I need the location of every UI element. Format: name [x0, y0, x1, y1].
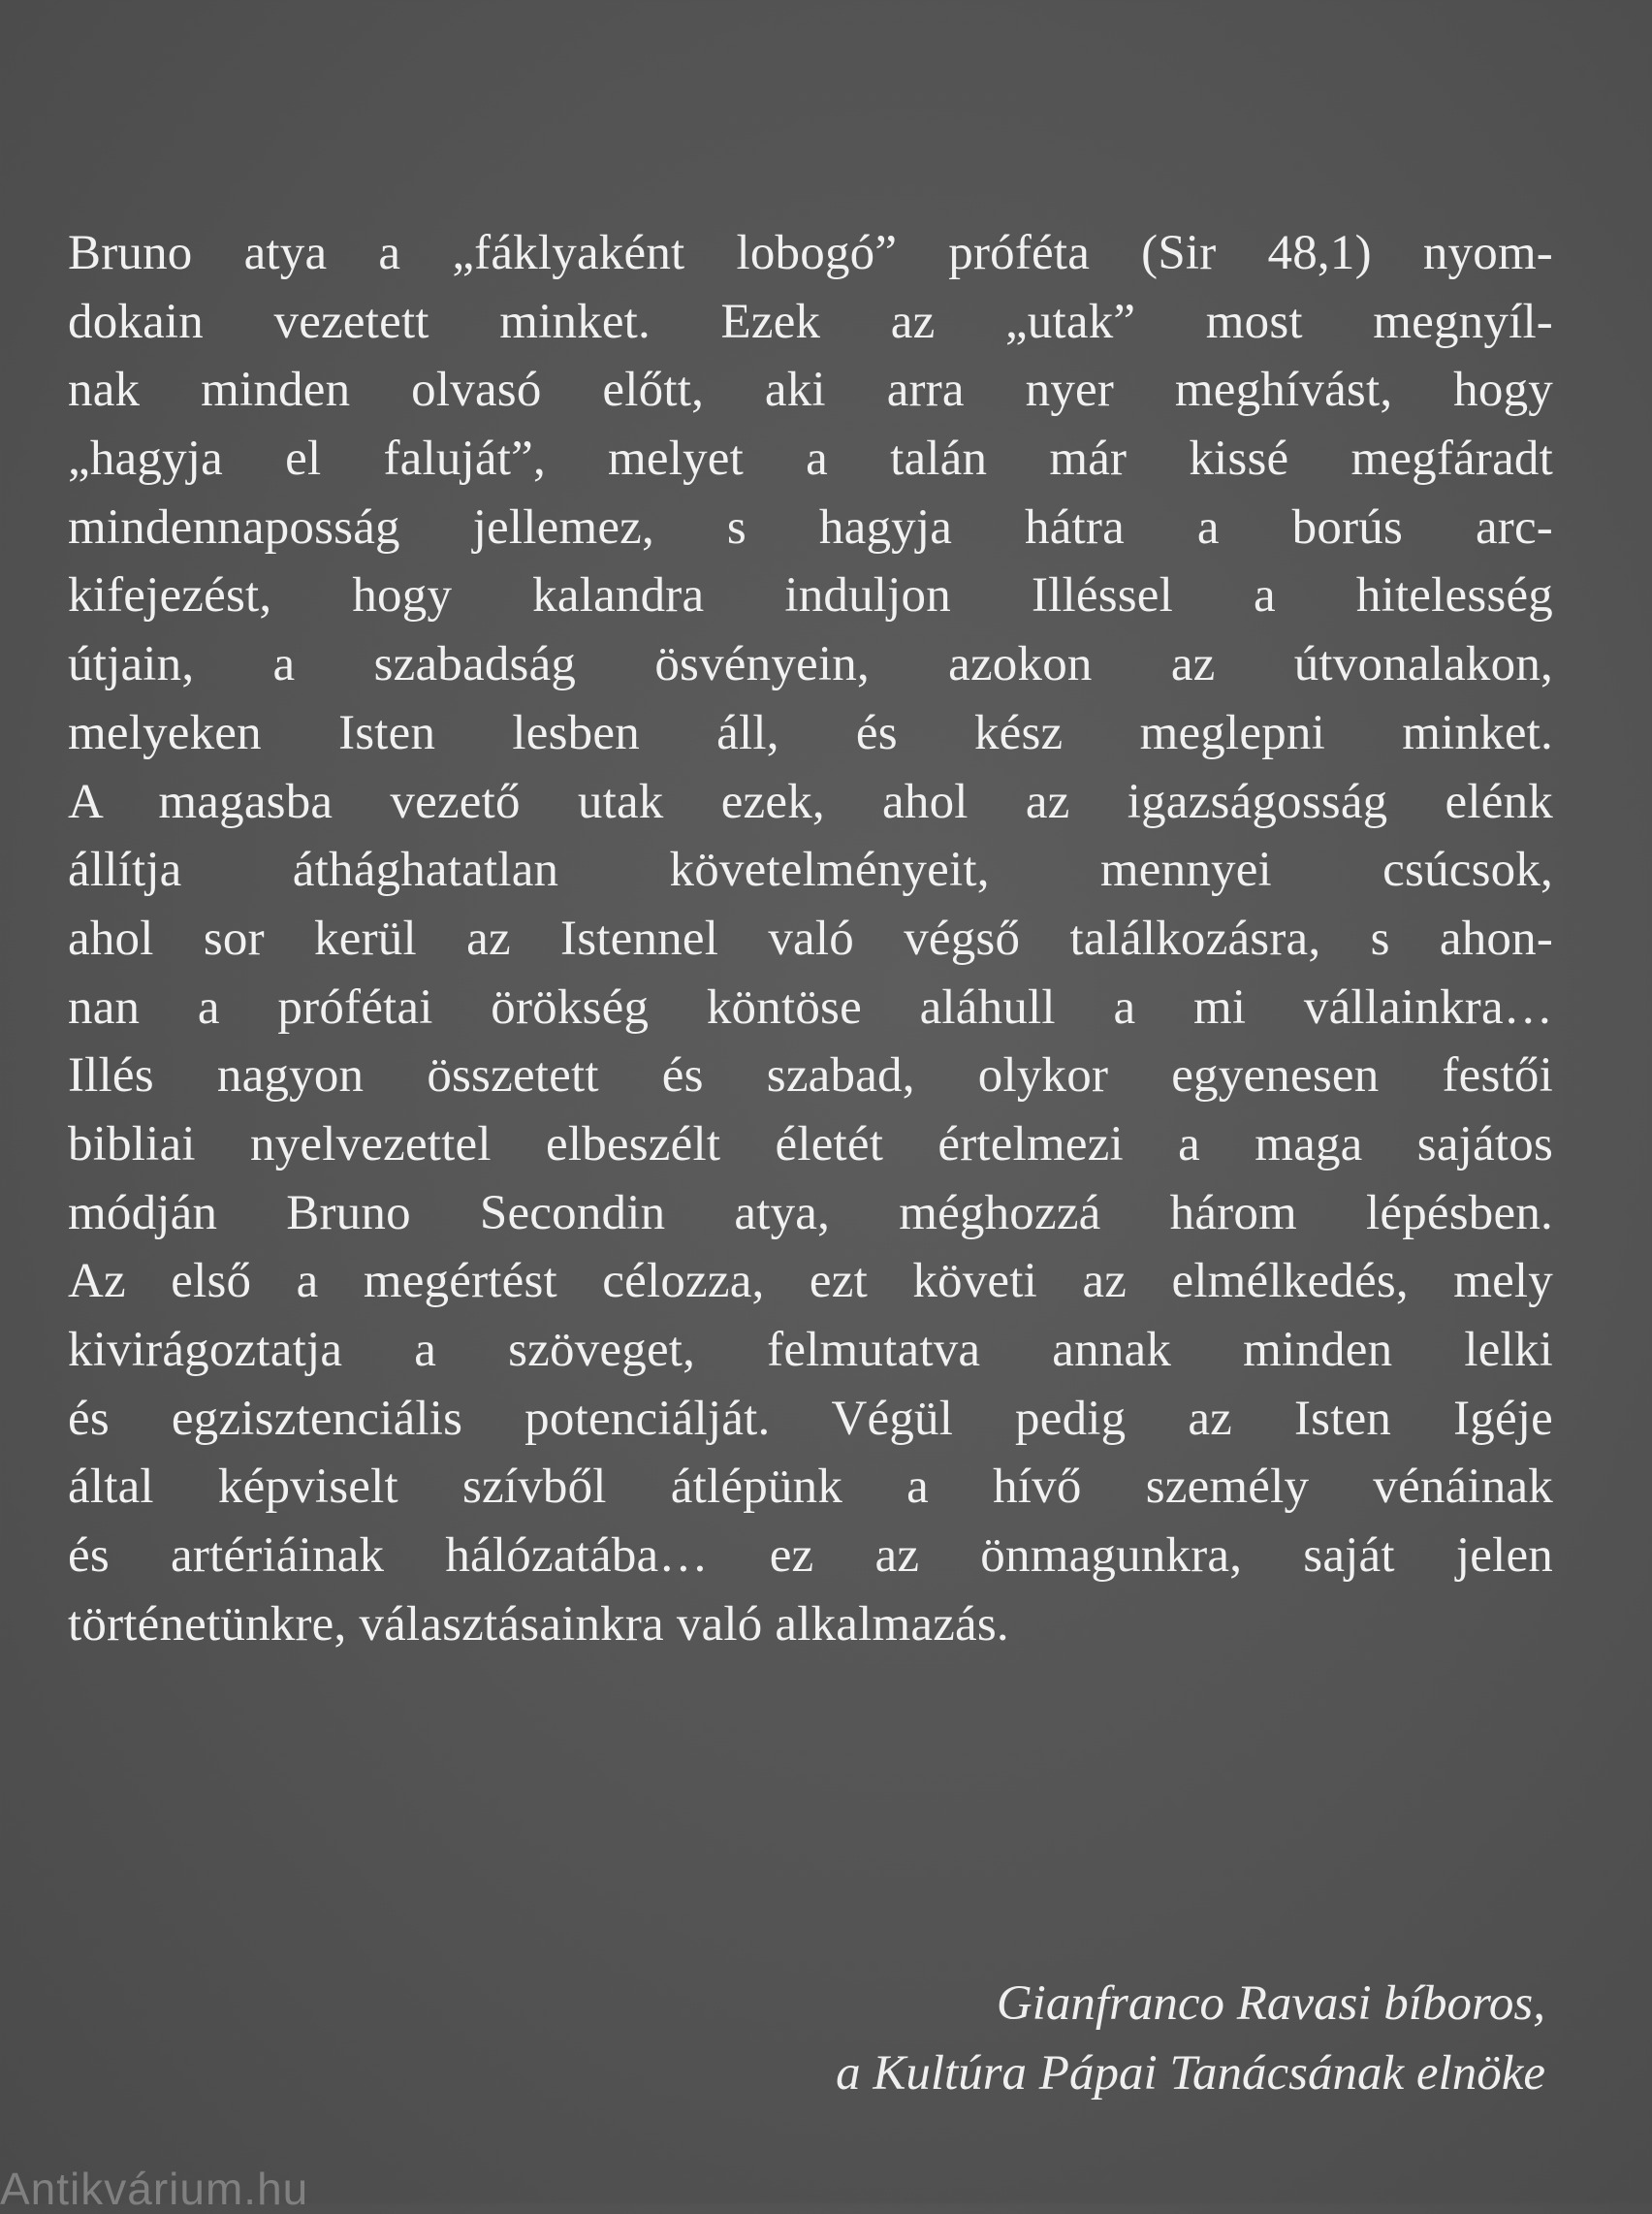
blurb-line: nan a prófétai örökség köntöse aláhull a mi vállainkra… [68, 979, 1553, 1035]
blurb-line: nak minden olvasó előtt, aki arra nyer meghívást, hogy [68, 363, 1553, 418]
blurb-line: mindennaposság jellemez, s hagyja hátra a borús arc- [68, 499, 1553, 555]
blurb-line: Bruno atya a „fáklyaként lobogó” próféta (Sir 48,1) nyom- [68, 226, 1553, 280]
blurb-line: történetünkre, választásainkra való alkalmazás. [68, 1596, 1009, 1652]
blurb-line: és artériáinak hálózatába… ez az önmagunkra, saját jelen [68, 1528, 1553, 1584]
blurb-line: A magasba vezető utak ezek, ahol az igazságosság elénk [68, 774, 1553, 829]
blurb-text [68, 219, 1553, 1658]
blurb-line: állítja áthághatatlan követelményeit, mennyei csúcsok, [68, 843, 1553, 898]
blurb-line: ahol sor kerül az Istennel való végső találkozásra, s ahon- [68, 911, 1553, 966]
blurb-line: dokain vezetett minket. Ezek az „utak” most megnyíl- [68, 294, 1553, 349]
signature-name: Gianfranco Ravasi bíboros, [996, 1976, 1545, 2031]
blurb-line: módján Bruno Secondin atya, méghozzá három lépésben. [68, 1185, 1553, 1240]
blurb-line: útjain, a szabadság ösvényein, azokon az útvonalakon, [68, 637, 1553, 692]
watermark: Antikvárium.hu [0, 2164, 309, 2214]
blurb-line: által képviselt szívből átlépünk a hívő személy vénáinak [68, 1460, 1553, 1515]
blurb-line: bibliai nyelvezettel elbeszélt életét értelmezi a maga sajátos [68, 1116, 1553, 1171]
signature-block [836, 1969, 1545, 2108]
blurb-line: Az első a megértést célozza, ezt követi az elmélkedés, mely [68, 1254, 1553, 1309]
blurb-line: melyeken Isten lesben áll, és kész meglepni minket. [68, 705, 1553, 760]
blurb-line: „hagyja el faluját”, melyet a talán már kissé megfáradt [68, 432, 1553, 487]
blurb-line: és egzisztenciális potenciálját. Végül pedig az Isten Igéje [68, 1391, 1553, 1446]
blurb-line: kivirágoztatja a szöveget, felmutatva annak minden lelki [68, 1323, 1553, 1377]
blurb-line: kifejezést, hogy kalandra induljon Illéssel a hitelesség [68, 568, 1553, 624]
signature-title: a Kultúra Pápai Tanácsának elnöke [836, 2046, 1545, 2101]
blurb-line: Illés nagyon összetett és szabad, olykor egyenesen festői [68, 1048, 1553, 1104]
